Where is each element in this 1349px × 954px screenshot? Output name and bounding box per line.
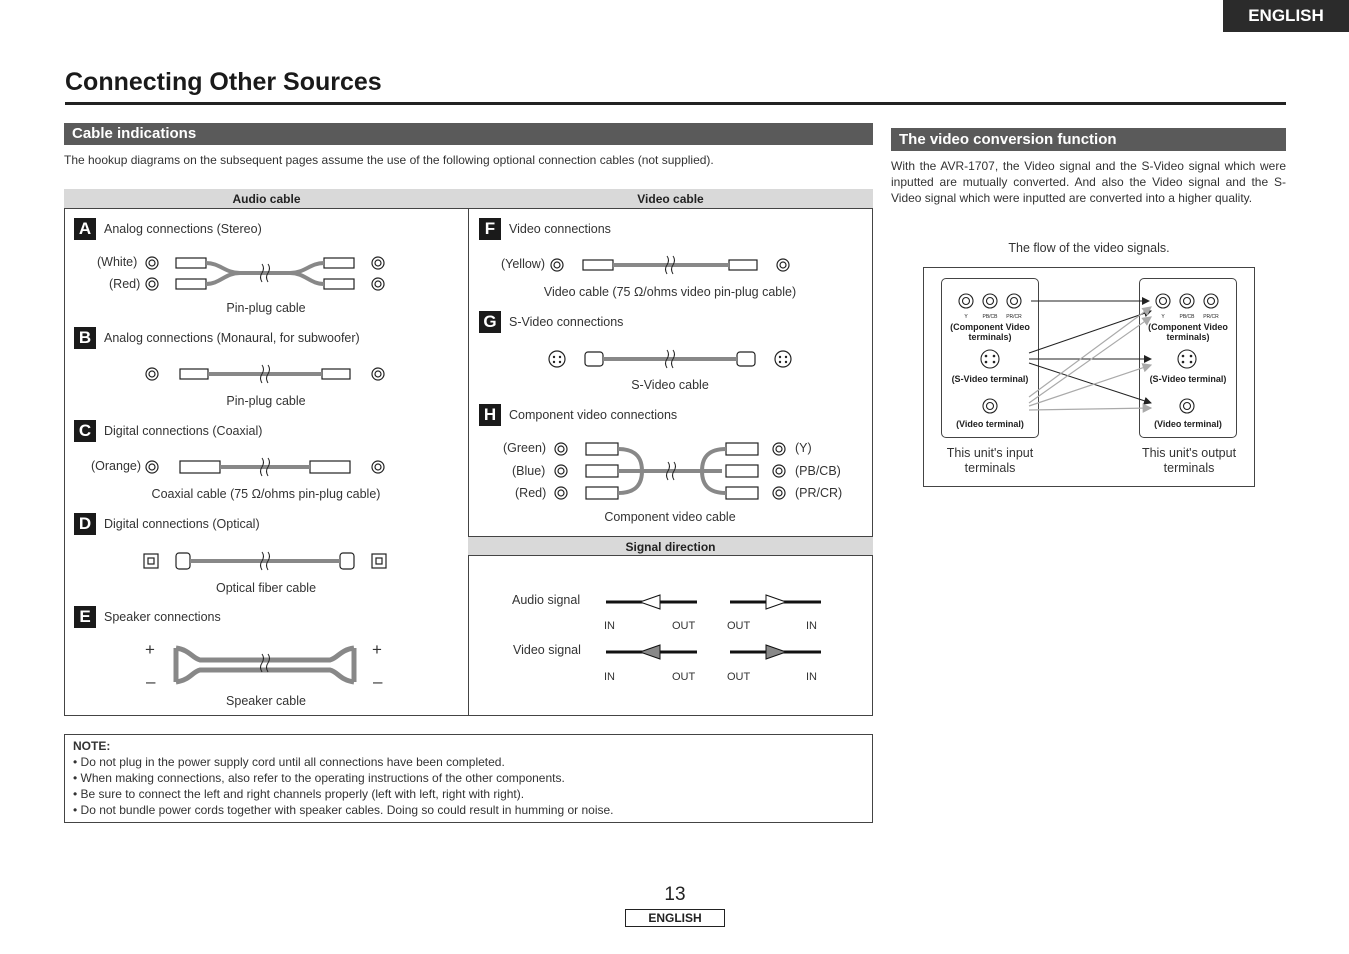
label-orange: (Orange) [91,459,142,473]
item-label-e: Speaker connections [104,610,221,624]
output-jack-pr: PR/CR [1203,314,1219,320]
audio-in-left: IN [604,620,615,632]
output-jack-y: Y [1161,314,1165,320]
item-label-a: Analog connections (Stereo) [104,222,262,236]
output-jack-pb: PB/CB [1179,314,1195,320]
column-divider [468,189,469,716]
audio-out-left: OUT [672,620,696,632]
label-green: (Green) [503,441,547,455]
input-jack-pb: PB/CB [982,314,998,320]
optical-cable-diagram [140,550,390,572]
item-letter-a: A [74,218,96,240]
item-letter-g: G [479,311,501,333]
video-pin-plug-cable-diagram [545,254,795,276]
stereo-pin-plug-cable-diagram [140,252,390,294]
label-yellow: (Yellow) [501,257,546,271]
output-svideo-label: (S-Video terminal) [1149,374,1227,384]
item-letter-b: B [74,327,96,349]
caption-e: Speaker cable [226,694,306,708]
caption-a: Pin-plug cable [226,301,306,315]
video-signal-label: Video signal [513,643,581,657]
item-label-h: Component video connections [509,408,678,422]
note-box [64,734,873,823]
input-component-label: (Component Video terminals) [950,322,1030,342]
caption-f: Video cable (75 Ω/ohms video pin-plug cable) [543,285,797,299]
speaker-plus-right: + [372,640,382,659]
s-video-cable-diagram [545,347,795,371]
item-letter-f: F [479,218,501,240]
caption-c: Coaxial cable (75 Ω/ohms pin-plug cable) [151,487,381,501]
note-item: • Be sure to connect the left and right channels properly (left with left, right with right). [73,787,525,801]
input-terminals-label: This unit's input terminals [946,446,1034,475]
title-rule [65,102,1286,105]
note-item: • When making connections, also refer to the operating instructions of the other components. [73,771,565,785]
audio-out-right: OUT [727,620,751,632]
speaker-plus-left: + [145,640,155,659]
video-in-right: IN [806,671,817,683]
label-y: (Y) [795,441,812,455]
note-item: • Do not bundle power cords together with speaker cables. Doing so could result in humming or noise. [73,803,614,817]
video-in-left: IN [604,671,615,683]
item-label-f: Video connections [509,222,611,236]
footer-language-label: ENGLISH [625,909,725,927]
label-white: (White) [97,255,138,269]
video-conversion-heading: The video conversion function [891,128,1286,151]
component-video-cable-diagram [550,438,795,504]
page-number: 13 [664,884,686,905]
input-jack-pr: PR/CR [1006,314,1022,320]
caption-g: S-Video cable [631,378,709,392]
output-component-label: (Component Video terminals) [1148,322,1228,342]
audio-signal-label: Audio signal [512,593,581,607]
item-letter-d: D [74,513,96,535]
item-label-g: S-Video connections [509,315,624,329]
input-svideo-label: (S-Video terminal) [951,374,1029,384]
cable-intro-text: The hookup diagrams on the subsequent pages assume the use of the following optional connection cables (not supplied). [64,153,714,167]
item-label-d: Digital connections (Optical) [104,517,260,531]
input-jack-y: Y [964,314,968,320]
video-conversion-body: With the AVR-1707, the Video signal and the S-Video signal which were inputted are mutually converted. And also the Video signal and the S-Video signal which were inputted are converted into a higher quality. [891,159,1286,205]
output-video-label: (Video terminal) [1154,419,1222,429]
mono-pin-plug-cable-diagram [140,363,390,385]
item-letter-c: C [74,420,96,442]
label-red: (Red) [109,277,141,291]
page-title: Connecting Other Sources [65,68,382,96]
signal-direction-arrows [600,590,825,662]
speaker-cable-diagram [170,644,360,686]
item-label-b: Analog connections (Monaural, for subwoofer) [104,331,360,345]
signal-direction-header: Signal direction [468,536,873,556]
cable-indications-heading: Cable indications [64,123,873,145]
output-terminals-label: This unit's output terminals [1141,446,1237,475]
language-tab: ENGLISH [1223,0,1349,32]
input-video-label: (Video terminal) [956,419,1024,429]
item-letter-h: H [479,404,501,426]
video-out-right: OUT [727,671,751,683]
label-red-component: (Red) [515,486,547,500]
note-item: • Do not plug in the power supply cord until all connections have been completed. [73,755,505,769]
item-label-c: Digital connections (Coaxial) [104,424,263,438]
speaker-minus-left: – [146,672,156,691]
label-pr-cr: (PR/CR) [795,486,843,500]
note-title: NOTE: [73,739,111,753]
coaxial-cable-diagram [140,456,390,478]
video-cable-header: Video cable [468,189,873,209]
caption-b: Pin-plug cable [226,394,306,408]
item-letter-e: E [74,606,96,628]
caption-h: Component video cable [604,510,736,524]
audio-in-right: IN [806,620,817,632]
audio-cable-header: Audio cable [64,189,469,209]
speaker-minus-right: – [373,672,383,691]
video-out-left: OUT [672,671,696,683]
caption-d: Optical fiber cable [215,581,317,595]
flow-caption: The flow of the video signals. [1008,241,1170,255]
label-blue: (Blue) [512,464,546,478]
label-pb-cb: (PB/CB) [795,464,841,478]
